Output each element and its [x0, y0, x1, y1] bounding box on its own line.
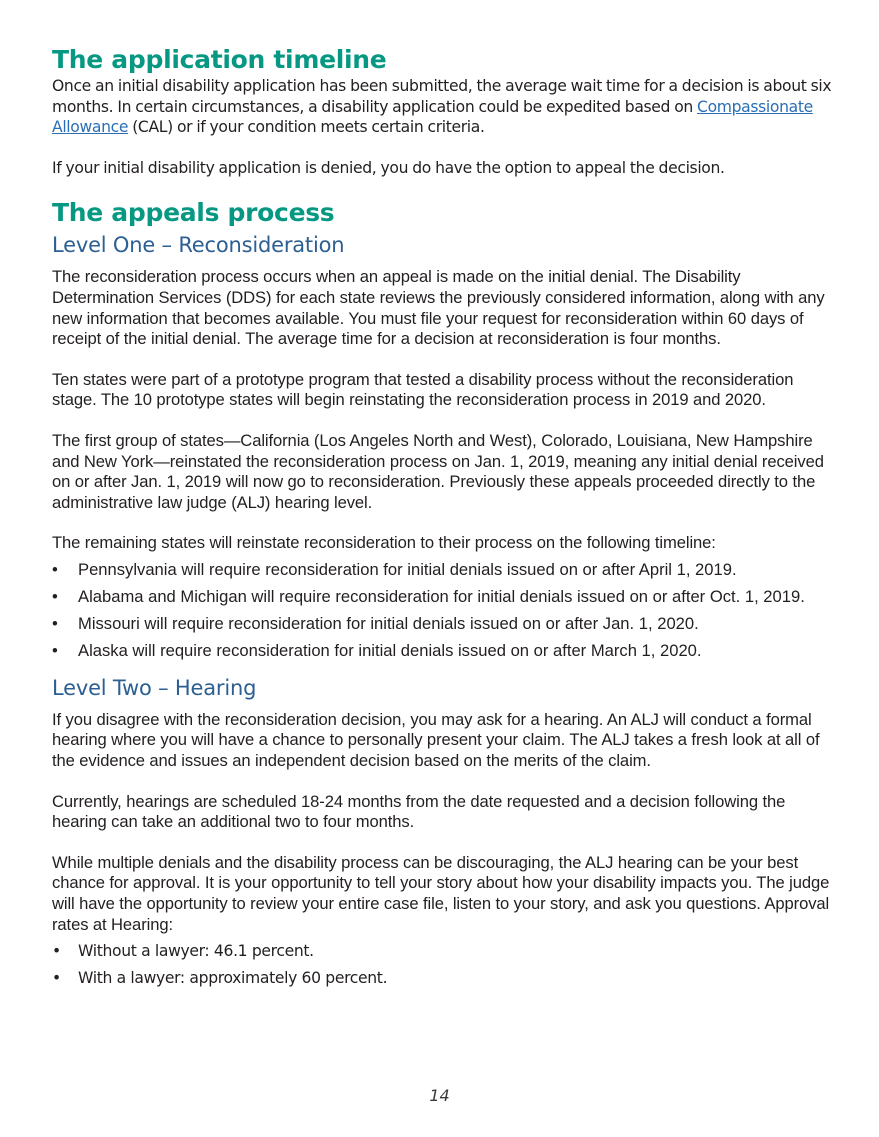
bullet-icon: •	[52, 559, 58, 579]
heading-appeals-process: The appeals process	[52, 198, 335, 228]
heading-level-two: Level Two – Hearing	[52, 675, 257, 700]
list-item: • Alabama and Michigan will require reconsideration for initial denials issued on or after Oct. 1, 2019.	[52, 587, 805, 606]
list-item: • Alaska will require reconsideration for initial denials issued on or after March 1, 2020.	[52, 641, 702, 661]
list-item: • Missouri will require reconsideration for initial denials issued on or after Jan. 1, 2020.	[52, 614, 699, 634]
reinstatement-list	[52, 560, 842, 662]
page-number: 14	[429, 1086, 450, 1105]
approval-rates-list	[52, 941, 842, 989]
paragraph-timeline: Once an initial disability application has been submitted, the average wait time for a decision is about six months. In certain circumstances, a disability application could be expedited based on Compassionate Allowance (CAL) or if your condition meets certain criteria.	[52, 77, 832, 137]
heading-level-one: Level One – Reconsideration	[52, 233, 345, 258]
bullet-icon: •	[52, 942, 61, 961]
list-item: • Without a lawyer: 46.1 percent.	[52, 942, 314, 961]
heading-application-timeline: The application timeline	[52, 45, 387, 74]
paragraph-denied: If your initial disability application is denied, you do have the option to appeal the decision.	[52, 158, 725, 177]
bullet-icon: •	[52, 969, 61, 988]
bullet-icon: •	[52, 587, 58, 606]
paragraph-hearing-schedule: Currently, hearings are scheduled 18-24 months from the date requested and a decision following the hearing can take an additional two to four months.	[52, 791, 786, 832]
paragraph-reconsideration: The reconsideration process occurs when an appeal is made on the initial denial. The Disability Determination Services (DDS) for each state reviews the previously considered information, along with any new information that becomes available. You must file your request for reconsideration within 60 days of receipt of the initial denial. The average time for a decision at reconsideration is four months.	[52, 267, 825, 349]
paragraph-first-group: The first group of states—California (Los Angeles North and West), Colorado, Louisiana, New Hampshire and New York—reinstated the reconsideration process on Jan. 1, 2019, meaning any initial denial received on or after Jan. 1, 2019 will now go to reconsideration. Previously these appeals proceeded directly to the administrative law judge (ALJ) hearing level.	[52, 430, 824, 512]
list-item: • Pennsylvania will require reconsideration for initial denials issued on or after April 1, 2019.	[52, 559, 737, 579]
paragraph-remaining-states: The remaining states will reinstate reconsideration to their process on the following timeline:	[52, 533, 716, 553]
paragraph-hearing: If you disagree with the reconsideration decision, you may ask for a hearing. An ALJ will conduct a formal hearing where you will have a chance to personally present your claim. The ALJ takes a fresh look at all of the evidence and issues an independent decision based on the merits of the claim.	[52, 709, 820, 770]
bullet-icon: •	[52, 641, 58, 661]
list-item: • With a lawyer: approximately 60 percent.	[52, 969, 388, 988]
bullet-icon: •	[52, 614, 58, 634]
paragraph-alj-hearing: While multiple denials and the disability process can be discouraging, the ALJ hearing can be your best chance for approval. It is your opportunity to tell your story about how your disability impacts you. The judge will have the opportunity to review your entire case file, listen to your story, and ask you questions. Approval rates at Hearing:	[52, 852, 830, 934]
paragraph-prototype: Ten states were part of a prototype program that tested a disability process without the reconsideration stage. The 10 prototype states will begin reinstating the reconsideration process in 2019 and 2020.	[52, 369, 794, 410]
document-page	[52, 44, 842, 995]
compassionate-allowance-link[interactable]: Compassionate Allowance	[52, 97, 813, 137]
